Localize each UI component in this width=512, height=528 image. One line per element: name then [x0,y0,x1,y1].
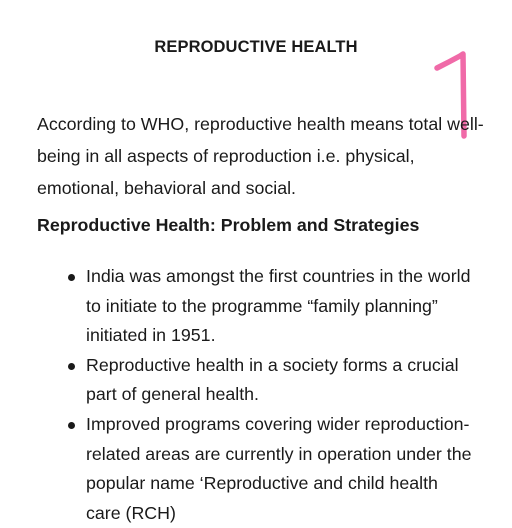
list-item-text: India was amongst the first countries in the world to initiate to the programme “family planning” initiated in 1951. [86,266,471,346]
list-item [0,410,512,528]
section-heading: Reproductive Health: Problem and Strategies [37,215,420,235]
list-item-text: Reproductive health in a society forms a crucial part of general health. [86,354,459,405]
list-item [0,262,512,351]
bullet-icon [68,363,75,370]
bullet-icon [68,422,75,429]
bullet-list [0,262,512,528]
bullet-icon [68,274,75,281]
list-item [0,351,512,410]
page-title: REPRODUCTIVE HEALTH [154,38,358,56]
intro-paragraph: According to WHO, reproductive health means total well-being in all aspects of reproduction i.e. physical, emotional, behavioral and social. [37,114,484,198]
list-item-text: Improved programs covering wider reproduction-related areas are currently in operation under the popular name ‘Reproductive and child health care (RCH) [86,413,472,523]
